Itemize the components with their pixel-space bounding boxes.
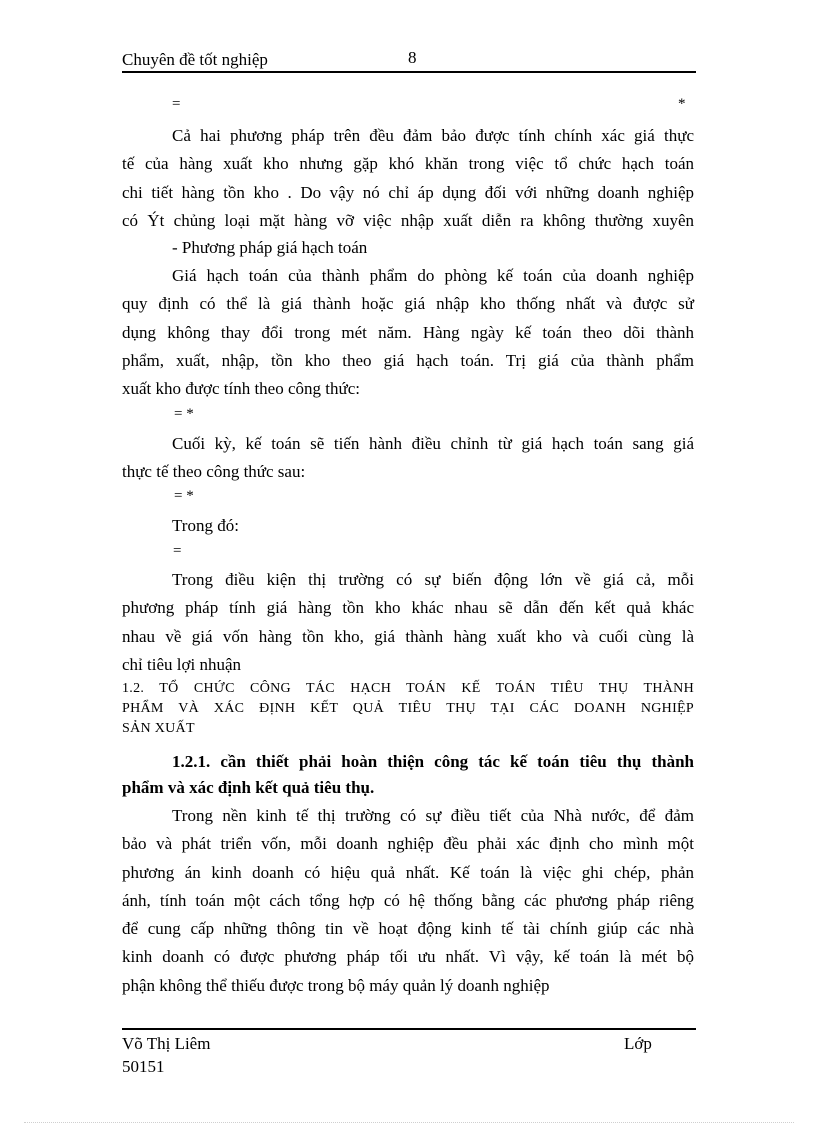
formula-4: = <box>173 543 182 559</box>
text-line: phẩm, xuất, nhập, tồn kho theo giá hạch toán. Trị giá của thành phẩm <box>122 350 694 370</box>
heading-line: 1.2.1. cần thiết phải hoàn thiện công tác kế toán tiêu thụ thành <box>172 752 694 771</box>
text-line: phương án kinh doanh có hiệu quả nhất. Kế toán là việc ghi chép, phản <box>122 862 694 882</box>
heading-line: 1.2. TỔ CHỨC CÔNG TÁC HẠCH TOÁN KẾ TOÁN TIÊU THỤ THÀNH <box>122 681 694 696</box>
text-line: Giá hạch toán của thành phẩm do phòng kế toán của doanh nghiệp <box>172 266 694 285</box>
header-rule <box>122 71 696 73</box>
text-line: Trong nền kinh tế thị trường có sự điều tiết của Nhà nước, để đảm <box>172 806 694 825</box>
text-line: bảo và phát triển vốn, mỗi doanh nghiệp đều phải xác định cho mình một <box>122 834 694 854</box>
page-number: 8 <box>408 48 417 67</box>
text-line: chỉ tiêu lợi nhuận <box>122 654 241 674</box>
text-line: Trong điều kiện thị trường có sự biến động lớn về giá cả, mỗi <box>172 570 694 589</box>
text-line: tế của hàng xuất kho nhưng gặp khó khăn trong việc tổ chức hạch toán <box>122 154 694 174</box>
text-line: nhau về giá vốn hàng tồn kho, giá thành hàng xuất kho và cuối cùng là <box>122 626 694 646</box>
text-line: ánh, tính toán một cách tổng hợp có hệ thống bằng các phương pháp riêng <box>122 890 694 910</box>
text-line: thực tế theo công thức sau: <box>122 462 306 482</box>
paragraph-accounting-price <box>122 262 694 403</box>
text-line: xuất kho được tính theo công thức: <box>122 379 360 399</box>
footer-author: Võ Thị Liêm <box>122 1034 211 1053</box>
text-line: phận không thể thiếu được trong bộ máy quản lý doanh nghiệp <box>122 975 550 995</box>
formula-2: = * <box>174 406 194 422</box>
text-line: quy định có thể là giá thành hoặc giá nhập kho thống nhất và được sử <box>122 294 694 314</box>
text-line: Cả hai phương pháp trên đều đảm bảo được tính chính xác giá thực <box>172 126 694 145</box>
paragraph-period-end <box>122 430 694 487</box>
running-header-title: Chuyên đề tốt nghiệp <box>122 50 268 69</box>
section-heading-1-2 <box>122 679 694 739</box>
formula-equals-1: = <box>172 96 181 112</box>
paragraph-market-economy <box>122 802 694 1000</box>
footer-class-code: 50151 <box>122 1057 165 1076</box>
heading-line: PHẨM VÀ XÁC ĐỊNH KẾT QUẢ TIÊU THỤ TẠI CÁC DOANH NGHIỆP <box>122 701 694 716</box>
text-line: chi tiết hàng tồn kho . Do vậy nó chỉ áp dụng đối với những doanh nghiệp <box>122 182 694 202</box>
paragraph-market-conditions <box>122 566 694 679</box>
formula-3: = * <box>174 488 194 504</box>
paragraph-method-comparison <box>122 122 694 235</box>
text-line: kinh doanh có được phương pháp tối ưu nhất. Vì vậy, kế toán là mét bộ <box>122 947 694 967</box>
text-line: Cuối kỳ, kế toán sẽ tiến hành điều chỉnh từ giá hạch toán sang giá <box>172 434 694 453</box>
heading-line: phẩm và xác định kết quả tiêu thụ. <box>122 778 375 797</box>
formula-asterisk-1: * <box>678 96 686 112</box>
text-line: phương pháp tính giá hàng tồn kho khác nhau sẽ dẫn đến kết quả khác <box>122 598 694 618</box>
where-label: Trong đó: <box>172 516 239 535</box>
method-heading: - Phương pháp giá hạch toán <box>172 238 368 257</box>
footer-rule <box>122 1028 696 1030</box>
text-line: để cung cấp những thông tin về hoạt động kinh tế tài chính giúp các nhà <box>122 919 694 939</box>
heading-line: SẢN XUẤT <box>122 721 195 736</box>
text-line: có Ýt chủng loại mặt hàng vỡ việc nhập xuất diễn ra không thường xuyên <box>122 210 694 230</box>
section-heading-1-2-1 <box>122 749 694 801</box>
text-line: dụng không thay đổi trong mét năm. Hàng ngày kế toán theo dõi thành <box>122 322 694 342</box>
footer-class-label: Lớp <box>624 1034 652 1053</box>
